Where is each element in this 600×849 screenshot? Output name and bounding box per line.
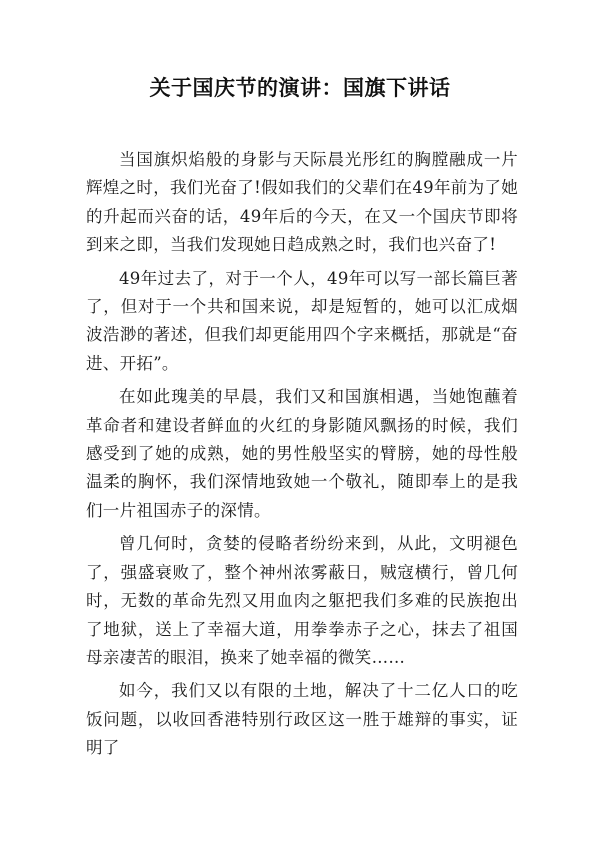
paragraph-1: 当国旗炽焰般的身影与天际晨光彤红的胸膛融成一片辉煌之时，我们光奋了!假如我们的父辈们在49年前为了她的升起而兴奋的话，49年后的今天，在又一个国庆节即将到来之即，当我们发现她日趋成熟之时，我们也兴奋了! xyxy=(86,150,518,255)
paragraph-4: 曾几何时，贪婪的侵略者纷纷来到，从此，文明褪色了，强盛衰败了，整个神州浓雾蔽日，贼寇横行，曾几何时，无数的革命先烈又用血肉之躯把我们多难的民族抱出了地狱，送上了幸福大道，用拳拳赤子之心，抹去了祖国母亲凄苦的眼泪，换来了她幸福的微笑…… xyxy=(86,534,518,667)
document-title: 关于国庆节的演讲：国旗下讲话 xyxy=(149,76,451,100)
paragraph-2: 49年过去了，对于一个人，49年可以写一部长篇巨著了，但对于一个共和国来说，却是短暂的，她可以汇成烟波浩渺的著述，但我们却更能用四个字来概括，那就是“奋进、开拓”。 xyxy=(86,268,518,373)
paragraph-5: 如今，我们又以有限的土地，解决了十二亿人口的吃饭问题，以收回香港特别行政区这一胜于雄辩的事实，证明了 xyxy=(86,681,518,758)
paragraph-3: 在如此瑰美的早晨，我们又和国旗相遇，当她饱蘸着革命者和建设者鲜血的火红的身影随风飘扬的时候，我们感受到了她的成熟，她的男性般坚实的臂膀，她的母性般温柔的胸怀，我们深情地致她一个敬礼，随即奉上的是我们一片祖国赤子的深情。 xyxy=(86,387,518,520)
document-body xyxy=(86,146,518,768)
